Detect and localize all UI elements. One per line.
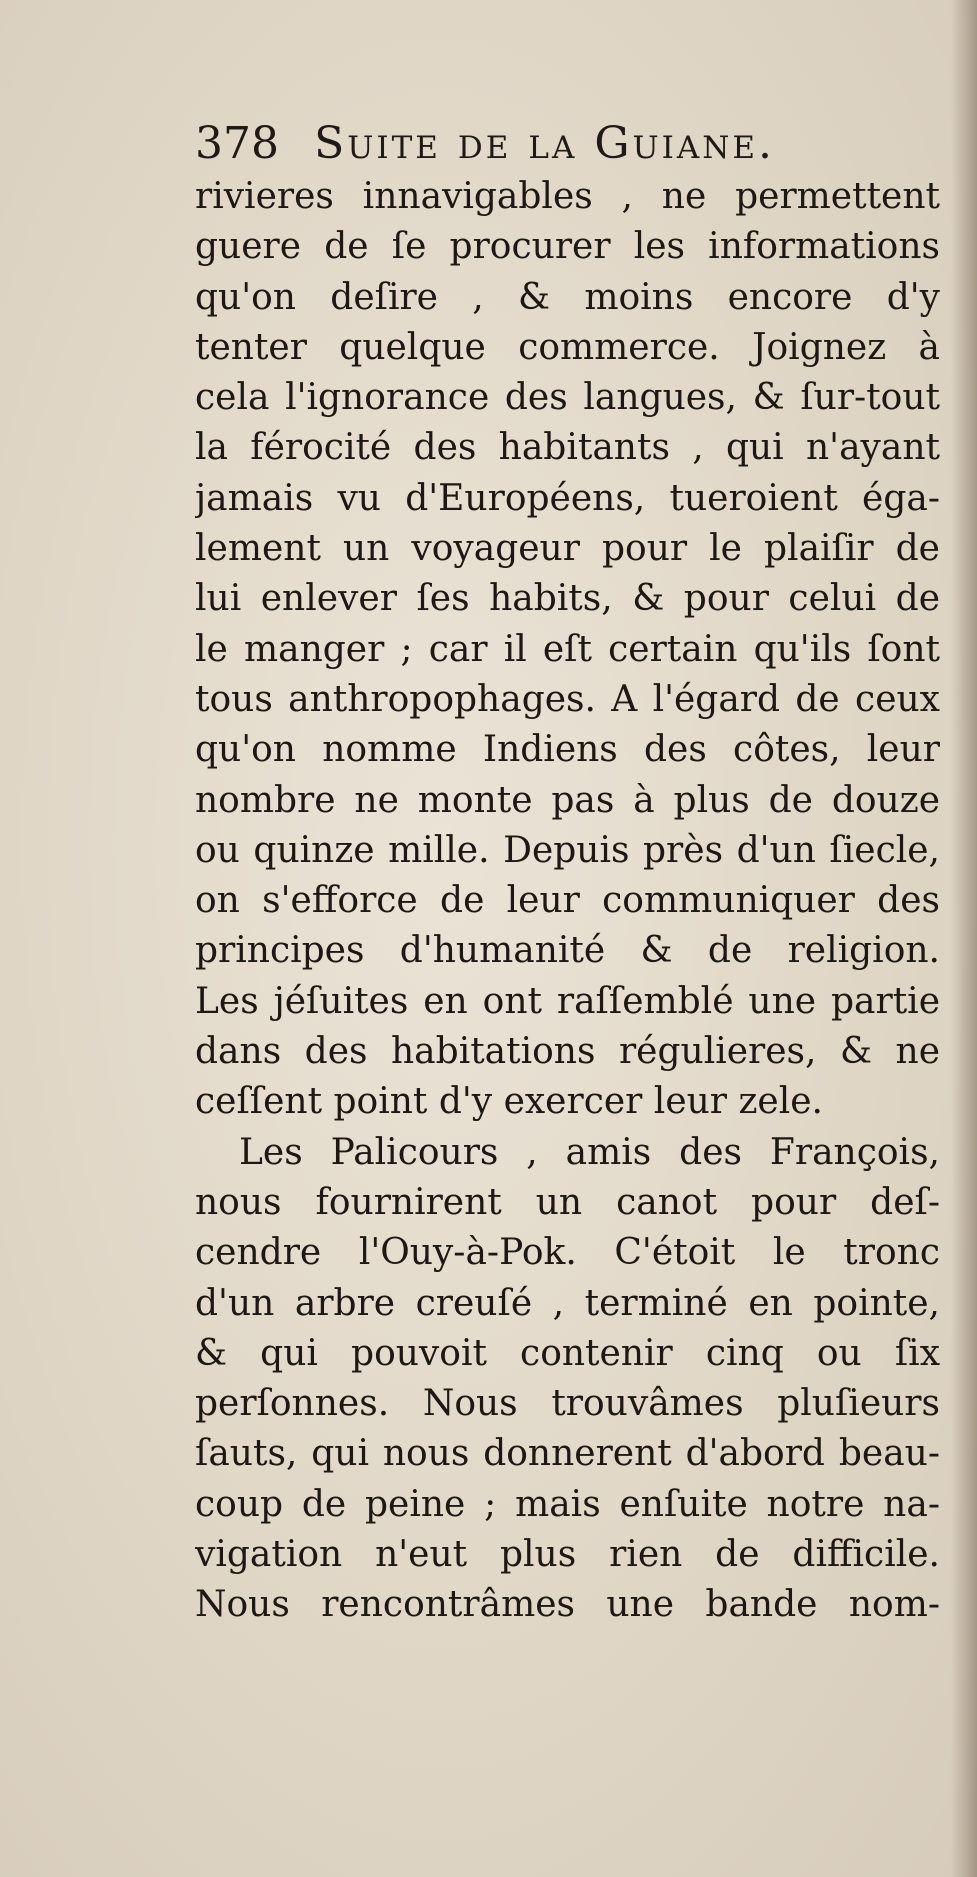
text-line: Les jéſuites en ont raſſemblé une partie bbox=[195, 980, 940, 1022]
text-line: on s'efforce de leur communiquer des bbox=[195, 880, 940, 922]
paragraph-first-line: Les Palicours , amis des François, bbox=[239, 1131, 940, 1173]
text-line: tenter quelque commerce. Joignez à bbox=[195, 326, 940, 368]
text-line: dans des habitations régulieres, & ne bbox=[195, 1031, 940, 1073]
text-line: cendre l'Ouy-à-Pok. C'étoit le tronc bbox=[195, 1232, 940, 1274]
text-line: Nous rencontrâmes une bande nom- bbox=[195, 1584, 940, 1626]
text-line: la férocité des habitants , qui n'ayant bbox=[195, 427, 940, 469]
page-gutter-shadow bbox=[951, 0, 977, 1877]
text-line: tous anthropophages. A l'égard de ceux bbox=[195, 678, 940, 720]
body-text bbox=[195, 172, 940, 1631]
page-number: 378 bbox=[195, 118, 279, 169]
text-line: cela l'ignorance des langues, & ſur-tout bbox=[195, 377, 940, 419]
text-line: perſonnes. Nous trouvâmes pluſieurs bbox=[195, 1383, 940, 1425]
text-line: ſauts, qui nous donnerent d'abord beau- bbox=[195, 1433, 940, 1475]
text-line: d'un arbre creuſé , terminé en pointe, bbox=[195, 1282, 940, 1324]
page-header bbox=[195, 118, 935, 178]
text-line: nous fournirent un canot pour deſ- bbox=[195, 1181, 940, 1223]
running-title: Suite de la Guiane. bbox=[314, 118, 775, 169]
text-line: guere de ſe procurer les informations bbox=[195, 226, 940, 268]
text-line: lui enlever ſes habits, & pour celui de bbox=[195, 578, 940, 620]
text-line: rivieres innavigables , ne permettent bbox=[195, 176, 940, 217]
text-line: ou quinze mille. Depuis près d'un ſiecle, bbox=[195, 829, 940, 871]
text-line: qu'on nomme Indiens des côtes, leur bbox=[195, 729, 940, 771]
text-line: vigation n'eut plus rien de difficile. bbox=[195, 1534, 940, 1576]
text-line: nombre ne monte pas à plus de douze bbox=[195, 779, 940, 821]
text-line: principes d'humanité & de religion. bbox=[195, 930, 940, 972]
text-line: lement un voyageur pour le plaiſir de bbox=[195, 528, 940, 570]
text-line: coup de peine ; mais enſuite notre na- bbox=[195, 1483, 940, 1525]
text-line: & qui pouvoit contenir cinq ou ſix bbox=[195, 1332, 940, 1374]
text-line: jamais vu d'Européens, tueroient éga- bbox=[195, 477, 940, 519]
text-line: le manger ; car il eſt certain qu'ils ſont bbox=[195, 628, 940, 670]
text-line: ceſſent point d'y exercer leur zele. bbox=[195, 1081, 823, 1123]
text-line: qu'on deſire , & moins encore d'y bbox=[195, 276, 940, 318]
